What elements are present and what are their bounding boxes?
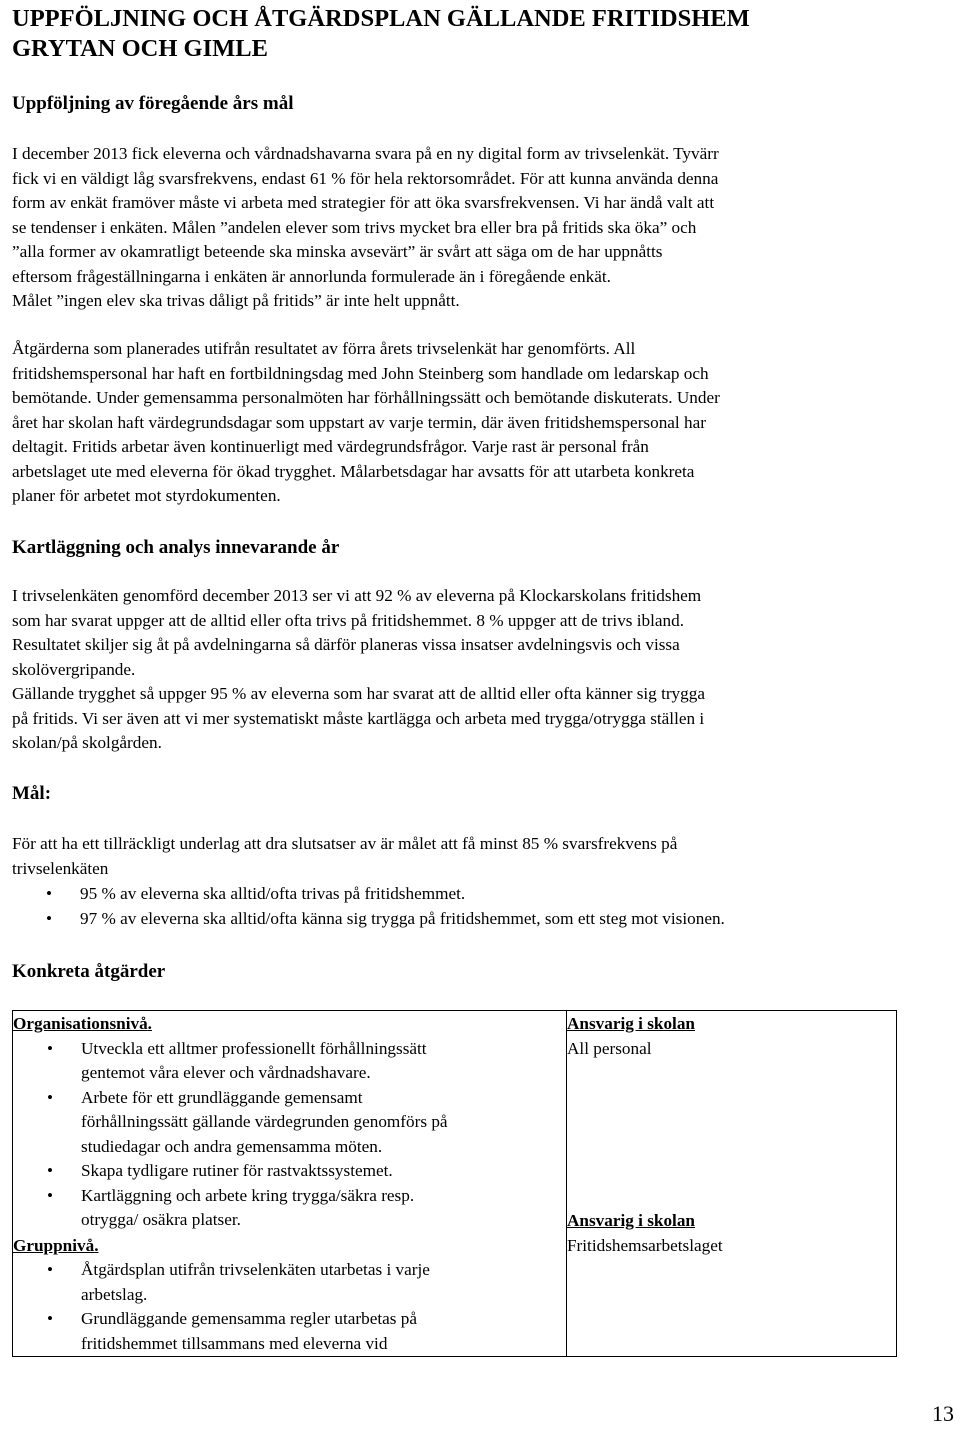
text-line: Arbete för ett grundläggande gemensamt xyxy=(81,1087,363,1107)
text-line: fick vi en väldigt låg svarsfrekvens, endast 61 % för hela rektorsområdet. För att kunna använda denna xyxy=(12,168,719,188)
text-line: förhållningssätt gällande värdegrunden genomförs på xyxy=(81,1112,448,1131)
text-line: fritidshemmet tillsammans med eleverna vid xyxy=(81,1333,388,1353)
text-line: trivselenkäten xyxy=(12,858,109,878)
text-line: otrygga/ osäkra platser. xyxy=(81,1210,241,1229)
followup-heading: Uppföljning av föregående års mål xyxy=(12,93,294,114)
bullet-icon: • xyxy=(47,1309,54,1328)
analysis-heading: Kartläggning och analys innevarande år xyxy=(12,537,340,558)
group-responsible-label: Ansvarig i skolan xyxy=(567,1211,695,1230)
text-line: Gällande trygghet så uppger 95 % av eleverna som har svarat att de alltid eller ofta känner sig trygga xyxy=(12,684,705,703)
text-line: arbetslaget ute med eleverna för ökad trygghet. Målarbetsdagar har avsatts för att utarbeta konkreta xyxy=(12,461,695,481)
actions-heading: Konkreta åtgärder xyxy=(12,961,166,982)
organisation-actions-list xyxy=(13,1037,566,1233)
text-line: som har svarat uppger att de alltid eller ofta trivs på fritidshemmet. 8 % uppger att de trivs ibland. xyxy=(12,610,685,630)
bullet-icon: • xyxy=(47,1161,54,1180)
goals-heading: Mål: xyxy=(12,783,52,804)
text-line: skolan/på skolgården. xyxy=(12,733,162,752)
text-line: Resultatet skiljer sig åt på avdelningarna så därför planeras vissa insatser avdelningsvis och vissa xyxy=(12,635,680,654)
text-line: deltagit. Fritids arbetar även kontinuerligt med värdegrundsfrågor. Varje rast är personal från xyxy=(12,437,649,456)
group-responsible-value: Fritidshemsarbetslaget xyxy=(567,1235,723,1255)
table-row xyxy=(13,1011,897,1357)
label-suffix: . xyxy=(147,1014,152,1033)
action-item xyxy=(13,1159,566,1184)
text-line: se tendenser i enkäten. Målen ”andelen elever som trivs mycket bra eller bra på fritids ska öka” och xyxy=(12,217,697,237)
text-line: I trivselenkäten genomförd december 2013 ser vi att 92 % av eleverna på Klockarskolans fritidshem xyxy=(12,586,702,605)
text-line: fritidshemspersonal har haft en fortbildningsdag med John Steinberg som handlade om ledarskap och xyxy=(12,363,709,383)
followup-paragraph-1 xyxy=(12,142,912,314)
analysis-paragraph xyxy=(12,584,912,756)
organisation-responsible-label: Ansvarig i skolan xyxy=(567,1014,695,1033)
responsibility-cell xyxy=(567,1011,897,1357)
document-title xyxy=(12,4,912,64)
text-line: arbetslag. xyxy=(81,1284,148,1304)
text-line: eftersom frågeställningarna i enkäten är annorlunda formulerade än i föregående enkät. xyxy=(12,266,611,286)
action-item xyxy=(13,1037,566,1086)
goals-list xyxy=(12,882,912,931)
text-line: Grundläggande gemensamma regler utarbetas på xyxy=(81,1309,417,1328)
group-actions-list xyxy=(13,1258,566,1356)
text-line: ”alla former av okamratligt beteende ska minska avsevärt” är svårt att säga om de har uppnåtts xyxy=(12,242,663,261)
group-level-label-text: Gruppnivå xyxy=(13,1235,95,1255)
organisation-level-label xyxy=(13,1012,566,1037)
bullet-icon: • xyxy=(47,1260,54,1279)
page-number: 13 xyxy=(932,1401,954,1426)
bullet-icon: • xyxy=(46,908,53,928)
bullet-icon: • xyxy=(47,1087,54,1107)
organisation-level-cell xyxy=(13,1011,567,1357)
text-line: Skapa tydligare rutiner för rastvaktssystemet. xyxy=(81,1161,393,1180)
organisation-responsible-value: All personal xyxy=(567,1038,652,1058)
action-item xyxy=(13,1258,566,1307)
label-suffix: . xyxy=(94,1235,99,1255)
text-line: på fritids. Vi ser även att vi mer systematiskt måste kartlägga och arbeta med trygga/otrygga ställen i xyxy=(12,708,705,728)
spacer xyxy=(567,1061,896,1208)
goal-text: 95 % av eleverna ska alltid/ofta trivas på fritidshemmet. xyxy=(80,884,466,903)
group-level-label xyxy=(13,1234,566,1259)
goals-paragraph xyxy=(12,832,912,881)
text-line: form av enkät framöver måste vi arbeta med strategier för att öka svarsfrekvensen. Vi har ändå valt att xyxy=(12,193,715,212)
goal-item xyxy=(12,882,912,907)
text-line: Utveckla ett alltmer professionellt förhållningssätt xyxy=(81,1038,427,1058)
followup-paragraph-2 xyxy=(12,337,912,509)
text-line: bemötande. Under gemensamma personalmöten har förhållningssätt och bemötande diskuterats. Under xyxy=(12,388,720,407)
text-line: Målet ”ingen elev ska trivas dåligt på fritids” är inte helt uppnått. xyxy=(12,291,460,310)
action-item xyxy=(13,1086,566,1160)
title-line-2: GRYTAN OCH GIMLE xyxy=(12,35,268,62)
bullet-icon: • xyxy=(46,884,53,903)
text-line: Åtgärdsplan utifrån trivselenkäten utarbetas i varje xyxy=(81,1260,430,1279)
action-item xyxy=(13,1307,566,1356)
text-line: året har skolan haft värdegrundsdagar som uppstart av varje termin, där även fritidshemspersonal har xyxy=(12,412,706,432)
text-line: I december 2013 fick eleverna och vårdnadshavarna svara på en ny digital form av trivselenkät. Tyvärr xyxy=(12,144,719,163)
text-line: Kartläggning och arbete kring trygga/säkra resp. xyxy=(81,1185,415,1205)
goal-text: 97 % av eleverna ska alltid/ofta känna sig trygga på fritidshemmet, som ett steg mot visionen. xyxy=(80,908,725,928)
action-item xyxy=(13,1184,566,1233)
bullet-icon: • xyxy=(47,1038,54,1058)
title-line-1: UPPFÖLJNING OCH ÅTGÄRDSPLAN GÄLLANDE FRITIDSHEM xyxy=(12,5,750,32)
goal-item xyxy=(12,907,912,932)
bullet-icon: • xyxy=(47,1185,54,1205)
text-line: studiedagar och andra gemensamma möten. xyxy=(81,1136,383,1156)
action-plan-table xyxy=(12,1010,897,1357)
text-line: gentemot våra elever och vårdnadshavare. xyxy=(81,1063,371,1082)
text-line: För att ha ett tillräckligt underlag att dra slutsatser av är målet att få minst 85 % svarsfrekvens på xyxy=(12,834,678,853)
text-line: Åtgärderna som planerades utifrån resultatet av förra årets trivselenkät har genomförts. All xyxy=(12,339,636,358)
text-line: planer för arbetet mot styrdokumenten. xyxy=(12,486,281,505)
organisation-level-label-text: Organisationsnivå xyxy=(13,1014,148,1033)
text-line: skolövergripande. xyxy=(12,659,136,679)
